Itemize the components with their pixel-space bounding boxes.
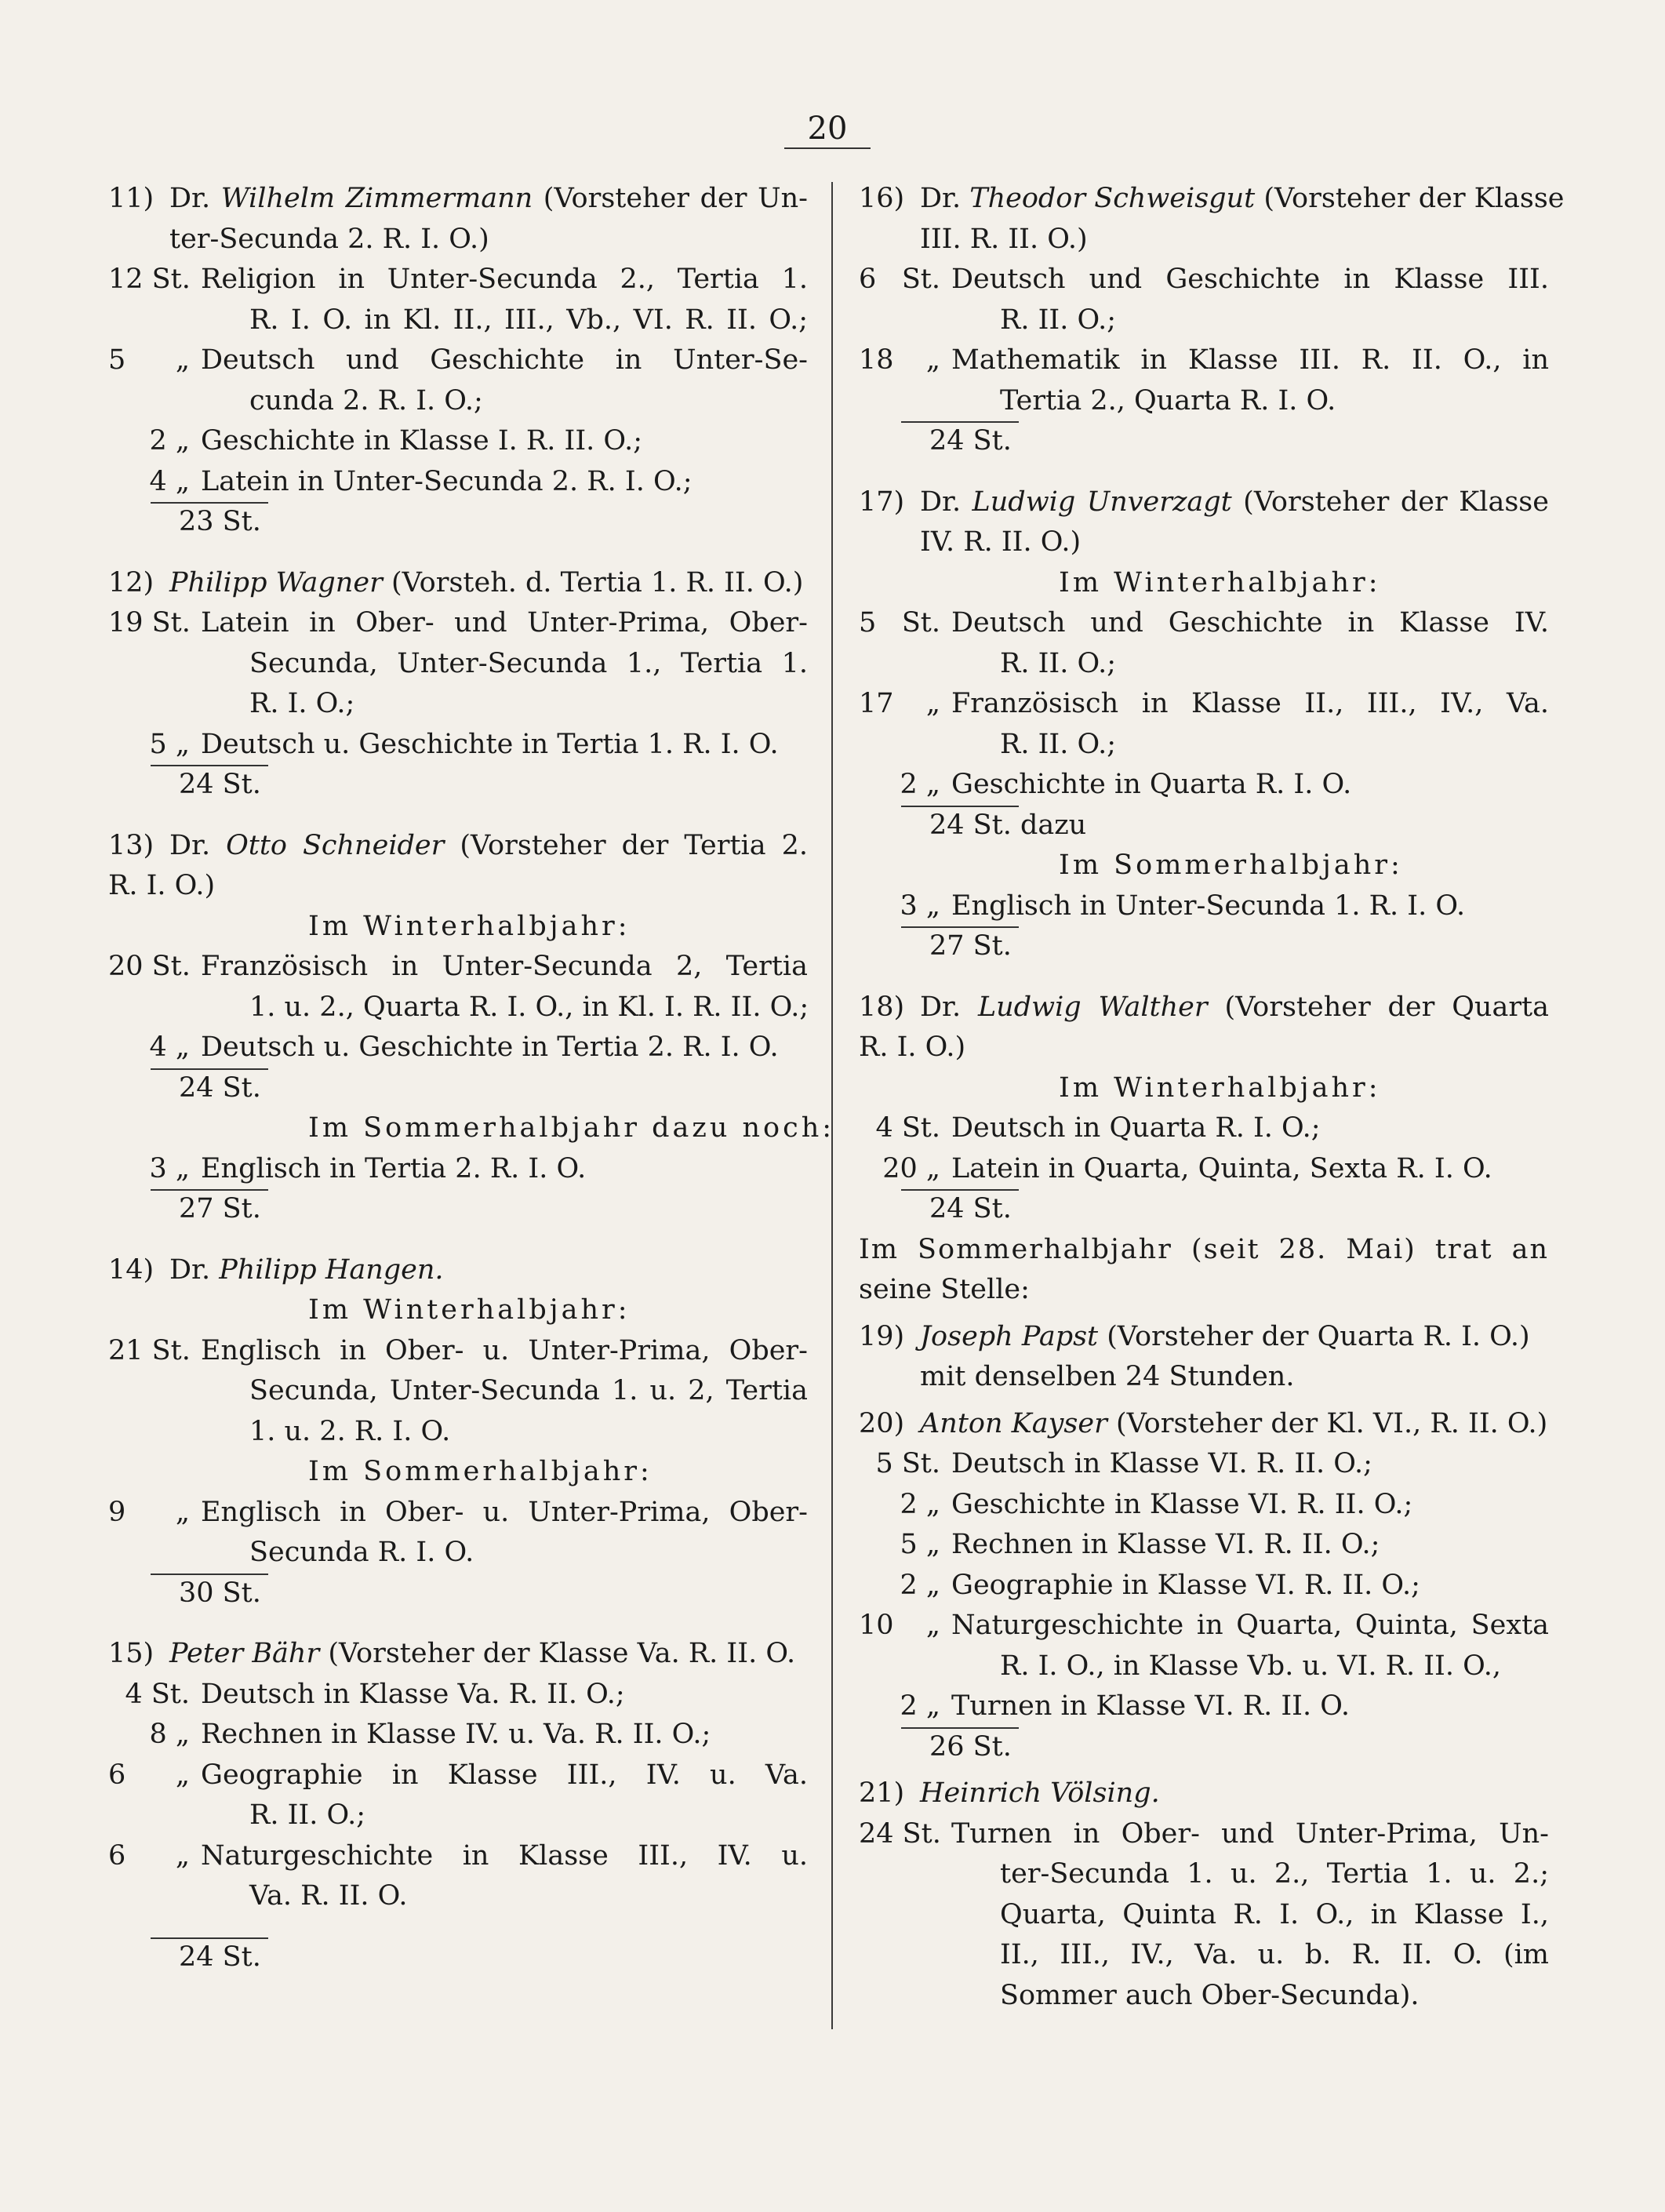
- sum-rule: [151, 1937, 268, 1939]
- total: 27 St.: [108, 1189, 808, 1230]
- entry-18-header: 18) Dr. Ludwig Walther (Vorsteher der Quarta: [859, 991, 1549, 1023]
- semester-heading: Im Winterhalbjahr:: [308, 910, 631, 942]
- sum-rule: [151, 1189, 268, 1191]
- teacher-name: Heinrich Völsing.: [920, 1777, 1160, 1809]
- sum-rule: [901, 926, 1019, 928]
- entry-14-header: 14) Dr. Philipp Hangen.: [108, 1253, 444, 1286]
- entry-20-header: 20) Anton Kayser (Vorsteher der Kl. VI., R. II. O.): [859, 1407, 1548, 1439]
- total: 30 St.: [108, 1574, 808, 1614]
- entry-21-header: 21) Heinrich Völsing.: [859, 1777, 1160, 1809]
- semester-heading: Im Winterhalbjahr:: [1059, 566, 1381, 598]
- sum-rule: [151, 502, 268, 504]
- sum-rule: [901, 1727, 1019, 1729]
- entry-19-header: 19) Joseph Papst (Vorsteher der Quarta R. I. O.): [859, 1320, 1530, 1352]
- semester-heading: Im Winterhalbjahr:: [308, 1294, 631, 1326]
- total: 24 St.: [859, 421, 1549, 462]
- teacher-name: Anton Kayser: [920, 1407, 1107, 1439]
- note: Im Sommerhalbjahr (seit 28. Mai) trat an: [859, 1233, 1549, 1265]
- teacher-name: Ludwig Unverzagt: [972, 486, 1232, 518]
- entry-16-header: 16) Dr. Theodor Schweisgut (Vorsteher der Klasse: [859, 183, 1565, 214]
- sum-rule: [151, 765, 268, 766]
- total: 23 St.: [108, 502, 808, 543]
- entry-13-header: 13) Dr. Otto Schneider (Vorsteher der Tertia 2.: [108, 829, 808, 861]
- teacher-name: Philipp Hangen.: [219, 1253, 444, 1286]
- sum-rule: [901, 421, 1019, 423]
- teacher-name: Otto Schneider: [226, 829, 445, 861]
- total: 24 St.: [859, 1189, 1549, 1230]
- entry-17-header: 17) Dr. Ludwig Unverzagt (Vorsteher der Klasse: [859, 486, 1549, 518]
- teacher-name: Peter Bähr: [169, 1638, 320, 1669]
- page-number: 20: [784, 110, 871, 149]
- column-divider: [831, 182, 833, 2029]
- entry-12-header: 12) Philipp Wagner (Vorsteh. d. Tertia 1. R. II. O.): [108, 566, 804, 598]
- semester-heading: Im Sommerhalbjahr:: [308, 1456, 653, 1487]
- semester-heading: Im Sommerhalbjahr dazu noch:: [308, 1112, 835, 1144]
- semester-heading: Im Sommerhalbjahr:: [1059, 850, 1403, 881]
- sum-rule: [901, 1189, 1019, 1191]
- semester-heading: Im Winterhalbjahr:: [1059, 1071, 1381, 1104]
- teacher-name: Philipp Wagner: [169, 566, 383, 598]
- teacher-name: Ludwig Walther: [977, 991, 1208, 1023]
- entry-15-header: 15) Peter Bähr (Vorsteher der Klasse Va. R. II. O.: [108, 1638, 796, 1669]
- sum-rule: [901, 806, 1019, 807]
- entry-11-header: 11) Dr. Wilhelm Zimmermann (Vorsteher der Un-: [108, 183, 808, 214]
- total: 26 St.: [859, 1727, 1549, 1768]
- teacher-name: Theodor Schweisgut: [969, 183, 1256, 214]
- total: 27 St.: [859, 926, 1549, 967]
- teacher-name: Wilhelm Zimmermann: [220, 183, 533, 214]
- left-column: 11) Dr. Wilhelm Zimmermann (Vorsteher der Un- ter-Secunda 2. R. I. O.) 12 St. Religion in Unter-Secunda 2., Tertia 1. R. I. O. in Kl. II., III., Vb., VI. R. II. O.; 5 „ Deutsch und Geschichte in Unter-Se- cunda 2. R. I. O.; 2 „ Geschichte in Klasse I. R. II. O.; 4 „ Latein in Unter-Secunda 2. R. I. O.; 23 St. 12) Philipp Wagner (Vorsteh. d. Tertia 1. R. II. O.) 19 St. Latein in Ober- und Unter-Prima, Ober- Secunda, Unter-Secunda 1., Tertia 1. R. I. O.; 5 „ Deutsch u. Geschichte in Tertia 1. R. I. O. 24 St. 13) Dr. Otto Schneider (Vorsteher der Tertia 2. R. I. O.) Im Winterhalbjahr: 20 St. Französisch in Unter-Secunda 2, Tertia 1. u. 2., Quarta R. I. O., in Kl. I. R. II. O.; 4 „ Deutsch u. Geschichte in Tertia 2. R. I. O. 24 St. Im Sommerhalbjahr dazu noch: 3 „ Englisch in Tertia 2. R. I. O. 27 St. 14) Dr. Philipp Hangen. Im Winterhalbjahr: 21 St. Englisch in Ober- u. Unter-Prima, Ober- Secunda, Unter-Secunda 1. u. 2, Tertia 1. u. 2. R. I. O. Im Sommerhalbjahr: 9 „ Englisch in Ober- u. Unter-Prima, Ober- Secunda R. I. O. 30 St. 15) Peter Bähr (Vorsteher der Klasse Va. R. II. O. 4 St. Deutsch in Klasse Va. R. II. O.; 8 „ Rechnen in Klasse IV. u. Va. R. II. O.; 6 „ Geographie in Klasse III., IV. u. Va. R. II. O.; 6 „ Naturgeschichte in Klasse III., IV. u. Va. R. II. O. 24 St.: [108, 179, 808, 1977]
- subtotal: 24 St. dazu: [859, 806, 1549, 846]
- total: 24 St.: [108, 765, 808, 806]
- teacher-name: Joseph Papst: [920, 1320, 1099, 1352]
- sum-rule: [151, 1068, 268, 1070]
- sum-rule: [151, 1574, 268, 1575]
- right-column: 16) Dr. Theodor Schweisgut (Vorsteher der Klasse III. R. II. O.) 6 St. Deutsch und Geschichte in Klasse III. R. II. O.; 18 „ Mathematik in Klasse III. R. II. O., in Tertia 2., Quarta R. I. O. 24 St. 17) Dr. Ludwig Unverzagt (Vorsteher der Klasse IV. R. II. O.) Im Winterhalbjahr: 5 St. Deutsch und Geschichte in Klasse IV. R. II. O.; 17 „ Französisch in Klasse II., III., IV., Va. R. II. O.; 2 „ Geschichte in Quarta R. I. O. 24 St. dazu Im Sommerhalbjahr: 3 „ Englisch in Unter-Secunda 1. R. I. O. 27 St. 18) Dr. Ludwig Walther (Vorsteher der Quarta R. I. O.) Im Winterhalbjahr: 4 St. Deutsch in Quarta R. I. O.; 20 „ Latein in Quarta, Quinta, Sexta R. I. O. 24 St. Im Sommerhalbjahr (seit 28. Mai) trat an seine Stelle: 19) Joseph Papst (Vorsteher der Quarta R. I. O.) mit denselben 24 Stunden. 20) Anton Kayser (Vorsteher der Kl. VI., R. II. O.) 5 St. Deutsch in Klasse VI. R. II. O.; 2 „ Geschichte in Klasse VI. R. II. O.; 5 „ Rechnen in Klasse VI. R. II. O.; 2 „ Geographie in Klasse VI. R. II. O.; 10 „ Naturgeschichte in Quarta, Quinta, Sexta R. I. O., in Klasse Vb. u. VI. R. II. O., 2 „ Turnen in Klasse VI. R. II. O. 26 St. 21) Heinrich Völsing. 24 St. Turnen in Ober- und Unter-Prima, Un- ter-Secunda 1. u. 2., Tertia 1. u. 2.; Quarta, Quinta R. I. O., in Klasse I., II., III., IV., Va. u. b. R. II. O. (im Sommer auch Ober-Secunda).: [859, 179, 1549, 2016]
- total: 24 St.: [108, 1937, 808, 1978]
- subtotal: 24 St.: [108, 1068, 808, 1109]
